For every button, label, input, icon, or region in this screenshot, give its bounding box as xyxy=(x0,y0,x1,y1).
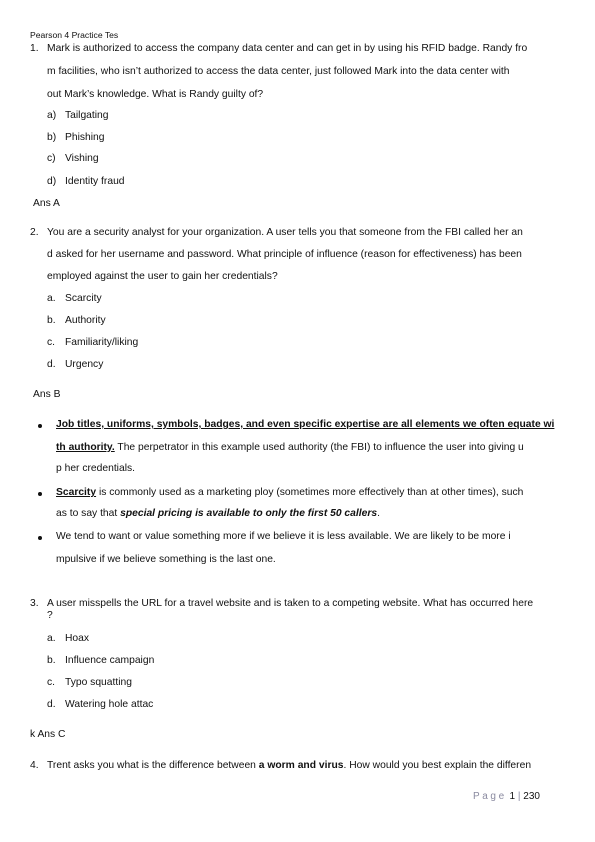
page-separator: | xyxy=(517,791,521,802)
answer-key: k Ans C xyxy=(30,729,66,740)
answer-option: c) Vishing xyxy=(47,153,99,164)
question-number: 4. xyxy=(30,760,39,771)
bullet-icon xyxy=(38,424,42,428)
explanation-line: th authority. The perpetrator in this example used authority (the FBI) to influence the user into giving u xyxy=(56,442,524,453)
question-number: 2. xyxy=(30,227,39,238)
explanation-line: We tend to want or value something more if we believe it is less available. We are likely to be more i xyxy=(56,531,511,542)
question-line: out Mark’s knowledge. What is Randy guilty of? xyxy=(47,89,264,100)
answer-option: c. Familiarity/liking xyxy=(47,337,139,348)
explanation-line: Job titles, uniforms, symbols, badges, and even specific expertise are all elements we often equate wi xyxy=(56,419,555,430)
answer-option: d. Urgency xyxy=(47,359,104,370)
question-line: Mark is authorized to access the company data center and can get in by using his RFID badge. Randy fro xyxy=(47,43,528,54)
question-line: A user misspells the URL for a travel website and is taken to a competing website. What has occurred here xyxy=(47,598,534,609)
answer-option: a. Scarcity xyxy=(47,293,102,304)
answer-option: d. Watering hole attac xyxy=(47,699,154,710)
question-line: employed against the user to gain her credentials? xyxy=(47,271,278,282)
answer-option: c. Typo squatting xyxy=(47,677,132,688)
explanation-line: mpulsive if we believe something is the last one. xyxy=(56,554,276,565)
answer-option: d) Identity fraud xyxy=(47,176,125,187)
page-total: 230 xyxy=(523,791,540,802)
page-label: Page xyxy=(473,791,507,802)
answer-option: b. Authority xyxy=(47,315,106,326)
answer-key: Ans B xyxy=(33,389,61,400)
question-number: 1. xyxy=(30,43,39,54)
explanation-line: Scarcity is commonly used as a marketing ploy (sometimes more effectively than at other times), such xyxy=(56,487,524,498)
bullet-icon xyxy=(38,536,42,540)
explanation-line: p her credentials. xyxy=(56,463,135,474)
answer-key: Ans A xyxy=(33,198,60,209)
answer-option: a. Hoax xyxy=(47,633,90,644)
question-line: You are a security analyst for your organization. A user tells you that someone from the FBI called her an xyxy=(47,227,523,238)
answer-option: a) Tailgating xyxy=(47,110,109,121)
page-number: 1 xyxy=(509,791,516,802)
question-line: ? xyxy=(47,610,53,621)
question-line: m facilities, who isn’t authorized to access the data center, just followed Mark into the data center with xyxy=(47,66,510,77)
question-number: 3. xyxy=(30,598,39,609)
bullet-icon xyxy=(38,492,42,496)
question-line: d asked for her username and password. What principle of influence (reason for effectiveness) has been xyxy=(47,249,522,260)
answer-option: b) Phishing xyxy=(47,132,105,143)
page-footer xyxy=(473,791,540,802)
document-header: Pearson 4 Practice Tes xyxy=(30,30,119,40)
question-line: Trent asks you what is the difference between a worm and virus. How would you best explain the differen xyxy=(47,760,532,771)
answer-option: b. Influence campaign xyxy=(47,655,155,666)
explanation-line: as to say that special pricing is available to only the first 50 callers. xyxy=(56,508,380,519)
